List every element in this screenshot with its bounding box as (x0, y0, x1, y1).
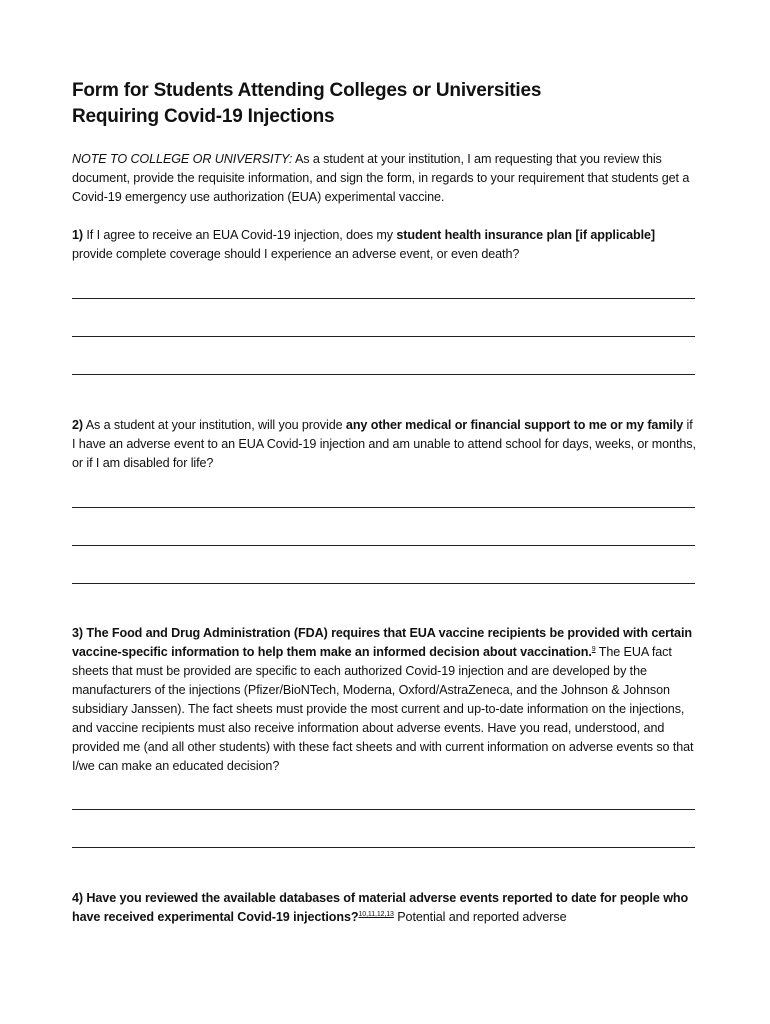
note-paragraph (72, 150, 696, 207)
question-2-text-b: if I have an adverse event to an EUA Covid-19 injection and am unable to attend school for days, weeks, or months, or if I am disabled for life? (72, 418, 696, 470)
answer-line-q2-3[interactable] (72, 583, 695, 584)
question-1-text-b: provide complete coverage should I experience an adverse event, or even death? (72, 247, 520, 261)
answer-line-q3-2[interactable] (72, 847, 695, 848)
answer-line-q2-1[interactable] (72, 507, 695, 508)
question-2-bold: any other medical or financial support to me or my family (345, 418, 684, 432)
question-2-text-a: As a student at your institution, will you provide (83, 418, 346, 432)
answer-line-q3-1[interactable] (72, 809, 695, 810)
question-4 (72, 889, 696, 927)
question-1-bold: student health insurance plan [if applicable] (396, 228, 656, 242)
question-1-text-a: If I agree to receive an EUA Covid-19 injection, does my (83, 228, 397, 242)
question-2-number: 2) (72, 418, 83, 432)
question-3 (72, 624, 696, 776)
footnote-refs-10-13[interactable]: 10,11,12,13 (358, 910, 394, 918)
question-3-bold: 3) The Food and Drug Administration (FDA) requires that EUA vaccine recipients be provided with certain vaccine-specific information to help them make an informed decision about vaccination. (72, 626, 692, 659)
page-title (72, 78, 712, 130)
title-line-1: Form for Students Attending Colleges or Universities (72, 80, 542, 101)
answer-line-q1-1[interactable] (72, 298, 695, 299)
question-2 (72, 416, 696, 473)
note-label: NOTE TO COLLEGE OR UNIVERSITY: (72, 152, 293, 166)
answer-line-q2-2[interactable] (72, 545, 695, 546)
answer-line-q1-2[interactable] (72, 336, 695, 337)
question-1 (72, 226, 696, 264)
question-4-text: Potential and reported adverse (393, 910, 567, 924)
footnote-ref-9[interactable]: 9 (591, 645, 596, 653)
question-4-bold: 4) Have you reviewed the available databases of material adverse events reported to date for people who have received experimental Covid-19 injections? (72, 891, 689, 924)
title-line-2: Requiring Covid-19 Injections (72, 106, 335, 127)
question-1-number: 1) (72, 228, 83, 242)
note-text: As a student at your institution, I am requesting that you review this document, provide the requisite information, and sign the form, in regards to your requirement that students get a Covid-19 emergency use authorization (EUA) experimental vaccine. (72, 152, 690, 204)
question-3-text: The EUA fact sheets that must be provided are specific to each authorized Covid-19 injection and are developed by the manufacturers of the injections (Pfizer/BioNTech, Moderna, Oxford/AstraZeneca, and the Johnson & Johnson subsidiary Janssen). The fact sheets must provide the most current and up-to-date information on the injections, and vaccine recipients must also receive information about adverse events. Have you read, understood, and provided me (and all other students) with these fact sheets and with current information on adverse events so that I/we can make an educated decision? (72, 645, 694, 773)
answer-line-q1-3[interactable] (72, 374, 695, 375)
